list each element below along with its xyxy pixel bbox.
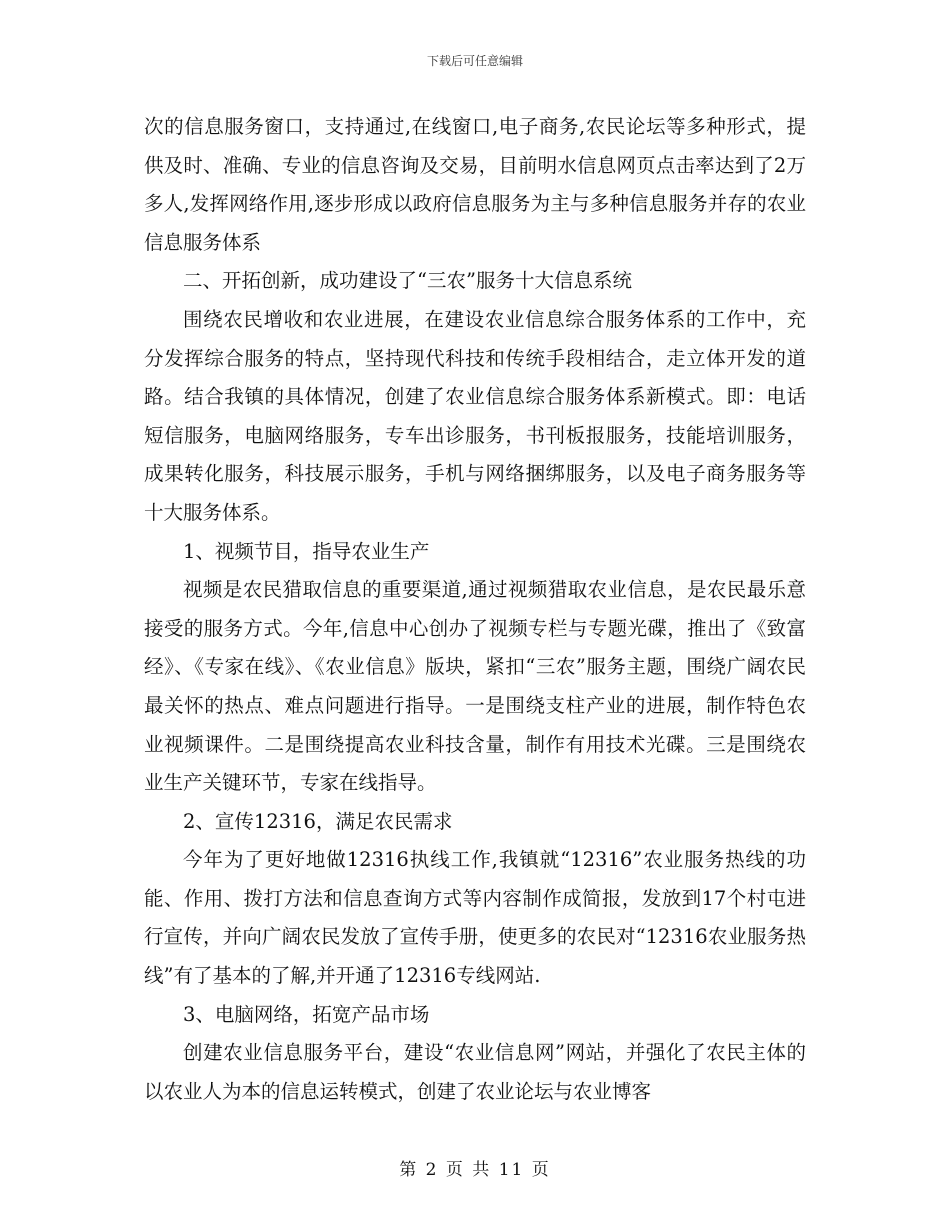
paragraph: 次的信息服务窗口，支持通过,在线窗口,电子商务,农民论坛等多种形式，提供及时、准确、专业的信息咨询及交易，目前明水信息网页点击率达到了2万多人,发挥网络作用,逐步形成以政府信息服务为主与多种信息服务并存的农业信息服务体系	[144, 115, 806, 254]
subsection-heading: 2、宣传12316，满足农民需求	[183, 809, 453, 833]
paragraph: 围绕农民增收和农业进展，在建设农业信息综合服务体系的工作中，充分发挥综合服务的特点，坚持现代科技和传统手段相结合，走立体开发的道路。结合我镇的具体情况，创建了农业信息综合服务体系新模式。即：电话短信服务，电脑网络服务，专车出诊服务，书刊板报服务，技能培训服务，成果转化服务，科技展示服务，手机与网络捆绑服务，以及电子商务服务等十大服务体系。	[144, 307, 806, 524]
subsection-heading: 1、视频节目，指导农业生产	[183, 539, 430, 563]
paragraph: 视频是农民猎取信息的重要渠道,通过视频猎取农业信息，是农民最乐意接受的服务方式。今年,信息中心创办了视频专栏与专题光碟，推出了《致富经》、《专家在线》、《农业信息》版块，紧扣“三农”服务主题，围绕广阔农民最关怀的热点、难点问题进行指导。一是围绕支柱产业的进展，制作特色农业视频课件。二是围绕提高农业科技含量，制作有用技术光碟。三是围绕农业生产关键环节，专家在线指导。	[144, 578, 806, 795]
page-header: 下载后可任意编辑	[426, 54, 523, 68]
section-heading: 二、开拓创新，成功建设了“三农”服务十大信息系统	[183, 269, 632, 293]
paragraph: 今年为了更好地做12316执线工作,我镇就“12316”农业服务热线的功能、作用、拨打方法和信息查询方式等内容制作成简报，发放到17个村屯进行宣传，并向广阔农民发放了宣传手册，使更多的农民对“12316农业服务热线”有了基本的了解,并开通了12316专线网站.	[144, 848, 806, 988]
page-number: 第 2 页 共 11 页	[399, 1160, 551, 1180]
document-body	[144, 108, 806, 1111]
subsection-heading: 3、电脑网络，拓宽产品市场	[183, 1002, 430, 1026]
paragraph: 创建农业信息服务平台，建设“农业信息网”网站，并强化了农民主体的以农业人为本的信息运转模式，创建了农业论坛与农业博客	[144, 1041, 806, 1103]
